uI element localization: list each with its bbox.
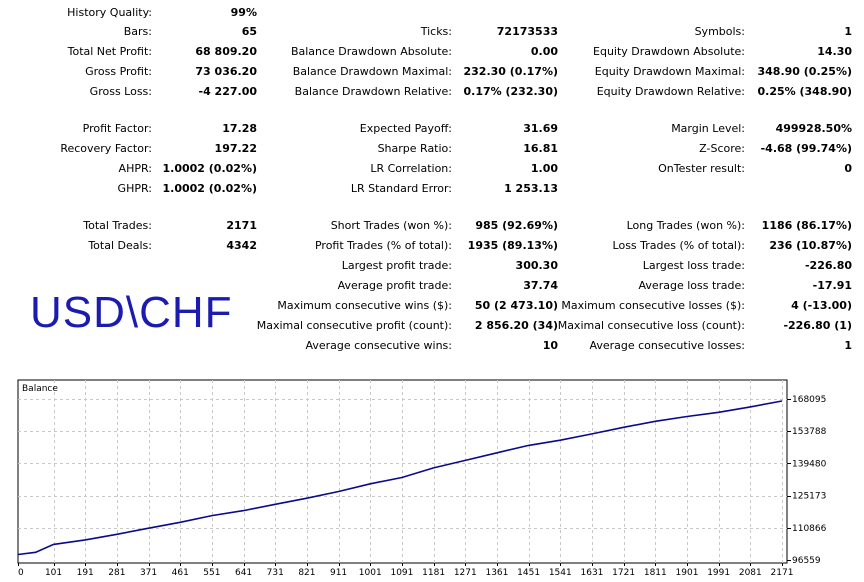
chart-title: Balance	[22, 384, 58, 394]
x-tick-label: 461	[171, 568, 189, 578]
average-consecutive-wins-label: Average consecutive wins:	[305, 339, 452, 352]
z-score-label: Z-Score:	[699, 142, 745, 155]
equity-dd-relative-label: Equity Drawdown Relative:	[596, 85, 745, 98]
gross-loss-value: -4 227.00	[198, 85, 257, 98]
equity-dd-maximal-label: Equity Drawdown Maximal:	[594, 65, 745, 78]
recovery-factor-value: 197.22	[214, 142, 257, 155]
ontester-result-label: OnTester result:	[658, 162, 745, 175]
profit-factor-value: 17.28	[222, 122, 257, 135]
symbols-label: Symbols:	[694, 25, 745, 38]
loss-trades-label: Loss Trades (% of total):	[612, 239, 745, 252]
balance-dd-relative-label: Balance Drawdown Relative:	[294, 85, 452, 98]
balance-dd-maximal-value: 232.30 (0.17%)	[463, 65, 558, 78]
loss-trades-value: 236 (10.87%)	[769, 239, 852, 252]
largest-profit-trade-label: Largest profit trade:	[341, 259, 452, 272]
x-tick-label: 1181	[422, 568, 446, 578]
gross-profit-label: Gross Profit:	[85, 65, 152, 78]
x-tick-label: 191	[76, 568, 94, 578]
x-tick-label: 1091	[390, 568, 414, 578]
x-tick-label: 1271	[453, 568, 477, 578]
y-tick-label: 96559	[792, 556, 821, 566]
ahpr-value: 1.0002 (0.02%)	[162, 162, 257, 175]
x-tick-label: 281	[108, 568, 126, 578]
ghpr-label: GHPR:	[117, 182, 152, 195]
y-tick-label: 110866	[792, 523, 827, 534]
x-tick-label: 1811	[643, 568, 667, 578]
profit-factor-label: Profit Factor:	[82, 122, 152, 135]
profit-trades-label: Profit Trades (% of total):	[314, 239, 452, 252]
total-net-profit-value: 68 809.20	[195, 45, 257, 58]
z-score-value: -4.68 (99.74%)	[760, 142, 852, 155]
ticks-value: 72173533	[496, 25, 558, 38]
x-tick-label: 1991	[707, 568, 731, 578]
total-deals-value: 4342	[226, 239, 257, 252]
x-tick-label: 641	[234, 568, 253, 578]
x-tick-label: 0	[18, 568, 24, 578]
expected-payoff-label: Expected Payoff:	[359, 122, 452, 135]
average-consecutive-losses-value: 1	[844, 339, 852, 352]
x-tick-label: 1631	[580, 568, 604, 578]
equity-dd-absolute-value: 14.30	[817, 45, 852, 58]
x-tick-label: 911	[329, 568, 348, 578]
equity-dd-relative-value: 0.25% (348.90)	[757, 85, 852, 98]
gross-profit-value: 73 036.20	[195, 65, 257, 78]
sharpe-ratio-label: Sharpe Ratio:	[377, 142, 452, 155]
history-quality-label: History Quality:	[67, 6, 152, 19]
average-profit-trade-value: 37.74	[523, 279, 558, 292]
lr-standard-error-label: LR Standard Error:	[350, 182, 452, 195]
x-tick-label: 371	[139, 568, 158, 578]
max-consecutive-wins-label: Maximum consecutive wins ($):	[277, 299, 452, 312]
sharpe-ratio-value: 16.81	[523, 142, 558, 155]
largest-profit-trade-value: 300.30	[515, 259, 558, 272]
total-trades-label: Total Trades:	[83, 219, 152, 232]
balance-dd-relative-value: 0.17% (232.30)	[463, 85, 558, 98]
average-loss-trade-value: -17.91	[812, 279, 852, 292]
average-loss-trade-label: Average loss trade:	[638, 279, 745, 292]
y-tick-label: 125173	[792, 491, 827, 502]
y-tick-label: 139480	[792, 459, 827, 470]
bars-label: Bars:	[123, 25, 152, 38]
x-tick-label: 731	[266, 568, 284, 578]
x-tick-label: 821	[298, 568, 316, 578]
x-tick-label: 1721	[612, 568, 636, 578]
maximal-consecutive-loss-label: Maximal consecutive loss (count):	[557, 319, 745, 332]
max-consecutive-losses-label: Maximum consecutive losses ($):	[561, 299, 745, 312]
short-trades-label: Short Trades (won %):	[330, 219, 452, 232]
history-quality-value: 99%	[230, 6, 257, 19]
long-trades-value: 1186 (86.17%)	[761, 219, 852, 232]
largest-loss-trade-value: -226.80	[804, 259, 852, 272]
x-tick-label: 2171	[770, 568, 794, 578]
x-tick-label: 1541	[548, 568, 572, 578]
lr-correlation-value: 1.00	[530, 162, 558, 175]
x-tick-label: 1001	[358, 568, 382, 578]
equity-dd-maximal-value: 348.90 (0.25%)	[757, 65, 852, 78]
average-consecutive-wins-value: 10	[542, 339, 558, 352]
margin-level-value: 499928.50%	[775, 122, 852, 135]
maximal-consecutive-loss-value: -226.80 (1)	[783, 319, 852, 332]
x-tick-label: 1901	[675, 568, 699, 578]
ontester-result-value: 0	[844, 162, 852, 175]
balance-dd-maximal-label: Balance Drawdown Maximal:	[292, 65, 452, 78]
ticks-label: Ticks:	[420, 25, 452, 38]
x-tick-label: 101	[44, 568, 63, 578]
short-trades-value: 985 (92.69%)	[475, 219, 558, 232]
total-net-profit-label: Total Net Profit:	[67, 45, 152, 58]
largest-loss-trade-label: Largest loss trade:	[642, 259, 745, 272]
x-tick-label: 551	[203, 568, 221, 578]
average-profit-trade-label: Average profit trade:	[337, 279, 452, 292]
ghpr-value: 1.0002 (0.02%)	[162, 182, 257, 195]
y-tick-label: 153788	[792, 427, 827, 438]
margin-level-label: Margin Level:	[671, 122, 745, 135]
equity-dd-absolute-label: Equity Drawdown Absolute:	[593, 45, 745, 58]
symbol-title: USD\CHF	[30, 288, 233, 337]
x-tick-label: 2081	[738, 568, 762, 578]
x-tick-label: 1361	[485, 568, 509, 578]
x-tick-label: 1451	[517, 568, 541, 578]
maximal-consecutive-profit-value: 2 856.20 (34)	[474, 319, 558, 332]
balance-dd-absolute-value: 0.00	[530, 45, 558, 58]
profit-trades-value: 1935 (89.13%)	[467, 239, 558, 252]
maximal-consecutive-profit-label: Maximal consecutive profit (count):	[256, 319, 452, 332]
lr-correlation-label: LR Correlation:	[370, 162, 452, 175]
expected-payoff-value: 31.69	[523, 122, 558, 135]
bars-value: 65	[241, 25, 257, 38]
gross-loss-label: Gross Loss:	[89, 85, 152, 98]
ahpr-label: AHPR:	[118, 162, 152, 175]
balance-dd-absolute-label: Balance Drawdown Absolute:	[290, 45, 452, 58]
long-trades-label: Long Trades (won %):	[626, 219, 745, 232]
y-tick-label: 168095	[792, 395, 827, 405]
total-deals-label: Total Deals:	[88, 239, 152, 252]
total-trades-value: 2171	[226, 219, 257, 232]
average-consecutive-losses-label: Average consecutive losses:	[589, 339, 745, 352]
max-consecutive-wins-value: 50 (2 473.10)	[474, 299, 558, 312]
symbols-value: 1	[844, 25, 852, 38]
max-consecutive-losses-value: 4 (-13.00)	[791, 299, 852, 312]
recovery-factor-label: Recovery Factor:	[60, 142, 152, 155]
lr-standard-error-value: 1 253.13	[504, 182, 558, 195]
